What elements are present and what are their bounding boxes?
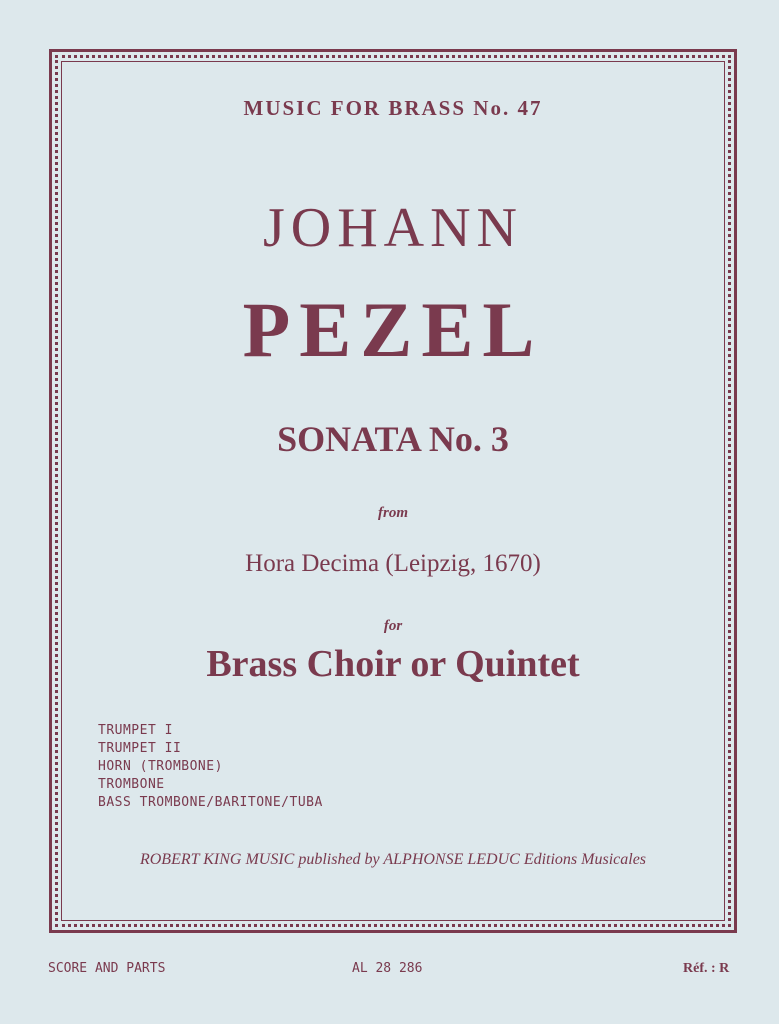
publisher-line: ROBERT KING MUSIC published by ALPHONSE LEDUC Editions Musicales bbox=[139, 851, 647, 868]
source-work: Hora Decima (Leipzig, 1670) bbox=[245, 550, 541, 577]
instrument-item: BASS TROMBONE/BARITONE/TUBA bbox=[98, 795, 323, 810]
ensemble-title: Brass Choir or Quintet bbox=[206, 643, 580, 685]
instrument-item: TRUMPET I bbox=[98, 723, 173, 738]
series-title: MUSIC FOR BRASS No. 47 bbox=[243, 96, 543, 120]
composer-first-name: JOHANN bbox=[263, 197, 523, 259]
instrument-item: TROMBONE bbox=[98, 777, 165, 792]
composer-last-name: PEZEL bbox=[242, 286, 544, 373]
from-label: from bbox=[378, 505, 408, 521]
footer-reference: Réf. : R bbox=[683, 961, 730, 976]
instrument-item: HORN (TROMBONE) bbox=[98, 759, 223, 774]
footer-score-and-parts: SCORE AND PARTS bbox=[48, 961, 166, 976]
for-label: for bbox=[383, 618, 403, 634]
instrument-item: TRUMPET II bbox=[98, 741, 182, 756]
work-title: SONATA No. 3 bbox=[277, 419, 509, 459]
instrument-list bbox=[98, 722, 323, 812]
footer-catalog-number: AL 28 286 bbox=[352, 961, 423, 976]
